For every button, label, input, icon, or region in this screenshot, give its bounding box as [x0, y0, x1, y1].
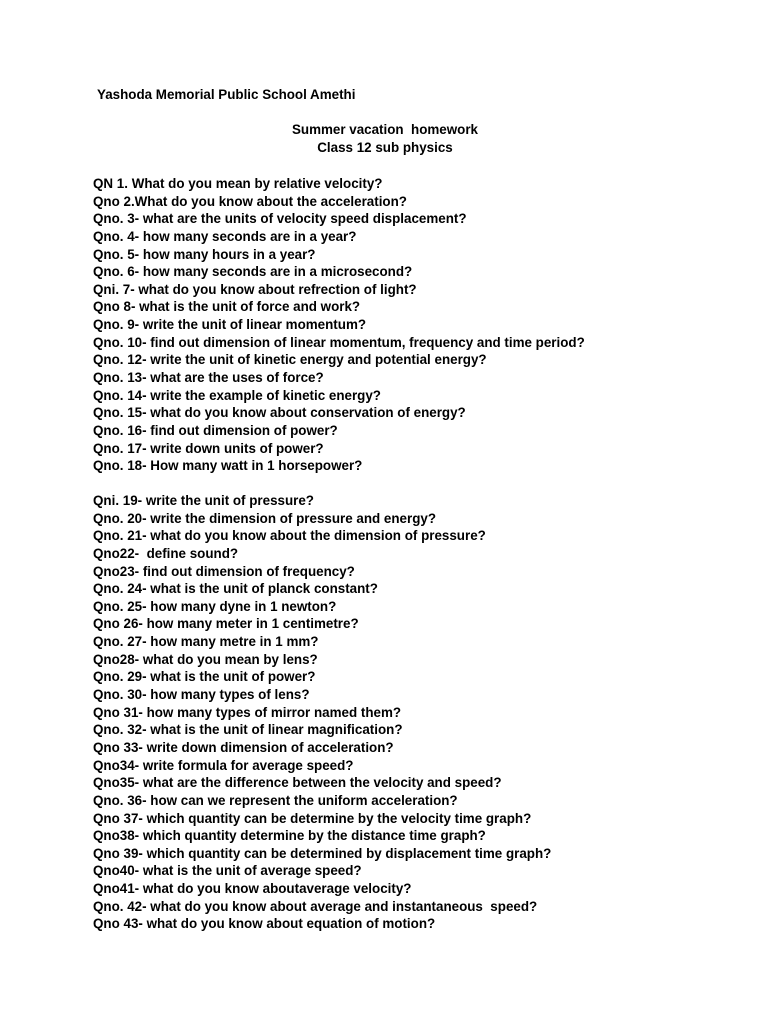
- question-item: Qno. 18- How many watt in 1 horsepower?: [93, 458, 363, 474]
- question-item: Qno 33- write down dimension of acceleration?: [93, 739, 394, 755]
- question-item: Qno. 29- what is the unit of power?: [93, 669, 316, 685]
- question-item: Qno 8- what is the unit of force and work?: [93, 299, 361, 315]
- question-item: Qno. 5- how many hours in a year?: [93, 246, 316, 262]
- question-list-2: [93, 492, 733, 933]
- question-item: Qno40- what is the unit of average speed?: [93, 863, 362, 879]
- question-item: Qno 43- what do you know about equation of motion?: [93, 916, 436, 932]
- question-item: Qno. 3- what are the units of velocity speed displacement?: [93, 211, 467, 227]
- question-item: Qno. 32- what is the unit of linear magnification?: [93, 722, 403, 738]
- question-item: Qno. 16- find out dimension of power?: [93, 422, 338, 438]
- question-item: Qno23- find out dimension of frequency?: [93, 563, 355, 579]
- question-item: Qno 37- which quantity can be determine by the velocity time graph?: [93, 810, 532, 826]
- question-item: Qno28- what do you mean by lens?: [93, 651, 318, 667]
- question-item: Qno. 9- write the unit of linear momentum?: [93, 317, 367, 333]
- question-item: Qno 26- how many meter in 1 centimetre?: [93, 616, 359, 632]
- class-subject: Class 12 sub physics: [317, 140, 453, 155]
- question-item: Qno. 30- how many types of lens?: [93, 687, 310, 703]
- question-item: Qni. 19- write the unit of pressure?: [93, 493, 314, 508]
- question-item: Qno 31- how many types of mirror named them?: [93, 704, 402, 720]
- school-name: Yashoda Memorial Public School Amethi: [97, 87, 356, 102]
- question-item: Qno. 14- write the example of kinetic energy?: [93, 387, 381, 403]
- question-item: Qno. 10- find out dimension of linear momentum, frequency and time period?: [93, 334, 585, 350]
- question-item: Qno. 25- how many dyne in 1 newton?: [93, 598, 337, 614]
- question-item: Qno. 6- how many seconds are in a microsecond?: [93, 264, 413, 280]
- question-item: QN 1. What do you mean by relative velocity?: [93, 176, 383, 191]
- question-item: Qno 2.What do you know about the acceleration?: [93, 193, 407, 209]
- question-item: Qno. 42- what do you know about average and instantaneous speed?: [93, 898, 538, 914]
- question-item: Qno. 17- write down units of power?: [93, 440, 324, 456]
- question-item: Qno. 13- what are the uses of force?: [93, 370, 324, 386]
- question-item: Qno34- write formula for average speed?: [93, 757, 354, 773]
- question-item: Qno. 15- what do you know about conservation of energy?: [93, 405, 466, 421]
- question-item: Qno. 24- what is the unit of planck constant?: [93, 581, 378, 597]
- question-item: Qno. 12- write the unit of kinetic energy and potential energy?: [93, 352, 487, 368]
- question-item: Qno35- what are the difference between the velocity and speed?: [93, 775, 502, 791]
- question-item: Qno 39- which quantity can be determined by displacement time graph?: [93, 845, 552, 861]
- question-item: Qno22- define sound?: [93, 545, 239, 561]
- question-item: Qno. 36- how can we represent the uniform acceleration?: [93, 792, 458, 808]
- question-item: Qno. 21- what do you know about the dimension of pressure?: [93, 528, 486, 544]
- question-list-1: [93, 175, 733, 475]
- question-item: Qni. 7- what do you know about refrection of light?: [93, 281, 417, 297]
- question-item: Qno. 4- how many seconds are in a year?: [93, 228, 357, 244]
- question-item: Qno38- which quantity determine by the distance time graph?: [93, 828, 486, 844]
- question-item: Qno. 27- how many metre in 1 mm?: [93, 634, 319, 650]
- question-item: Qno. 20- write the dimension of pressure and energy?: [93, 510, 437, 526]
- homework-title: Summer vacation homework: [291, 122, 479, 137]
- question-item: Qno41- what do you know aboutaverage velocity?: [93, 881, 412, 897]
